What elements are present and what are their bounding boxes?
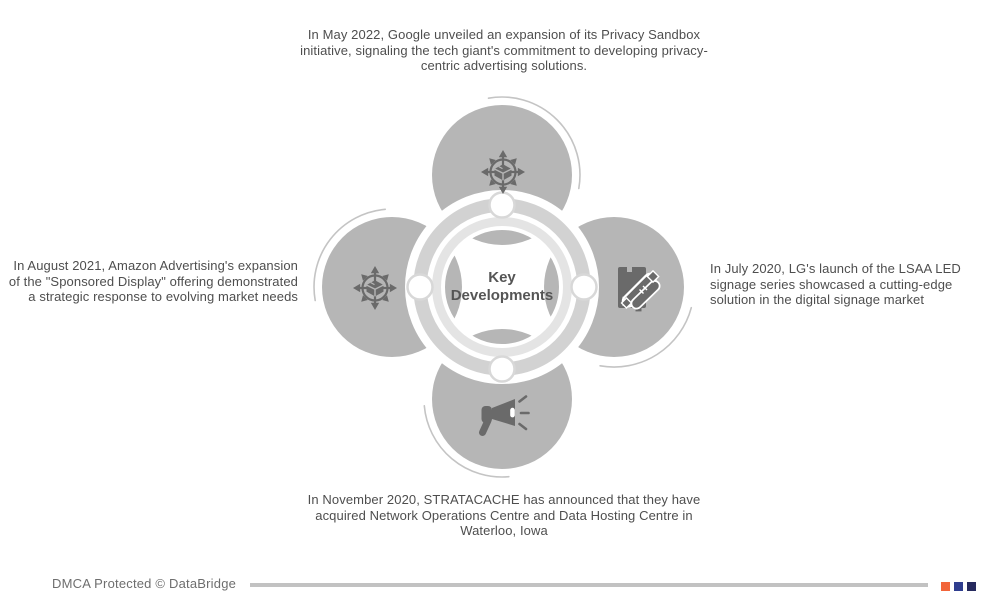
event-text-right: In July 2020, LG's launch of the LSAA LED signage series showcased a cutting-edge solution in the digital signage market — [710, 261, 961, 307]
accent-square-navy — [967, 582, 976, 591]
ring-node-right — [572, 275, 597, 300]
diagram-title-line1: Key — [488, 269, 516, 286]
ring-node-top — [490, 193, 515, 218]
dmca-label: DMCA Protected © DataBridge — [52, 576, 237, 591]
accent-square-orange — [941, 582, 950, 591]
footer-divider — [250, 583, 928, 587]
event-text-bottom: In November 2020, STRATACACHE has announced that they have acquired Network Operations Centre and Data Hosting Centre in Waterloo, Iowa — [307, 492, 701, 538]
event-text-left: In August 2021, Amazon Advertising's expansion of the "Sponsored Display" offering demonstrated a strategic response to evolving market needs — [8, 258, 298, 304]
accent-square-blue — [954, 582, 963, 591]
ring-node-left — [408, 275, 433, 300]
event-text-top: In May 2022, Google unveiled an expansion of its Privacy Sandbox initiative, signaling the tech giant's commitment to developing privacy-centric advertising solutions. — [300, 27, 708, 73]
diagram-title-line2: Developments — [450, 287, 554, 304]
brand-accent-squares — [941, 582, 976, 591]
ring-node-bottom — [490, 357, 515, 382]
